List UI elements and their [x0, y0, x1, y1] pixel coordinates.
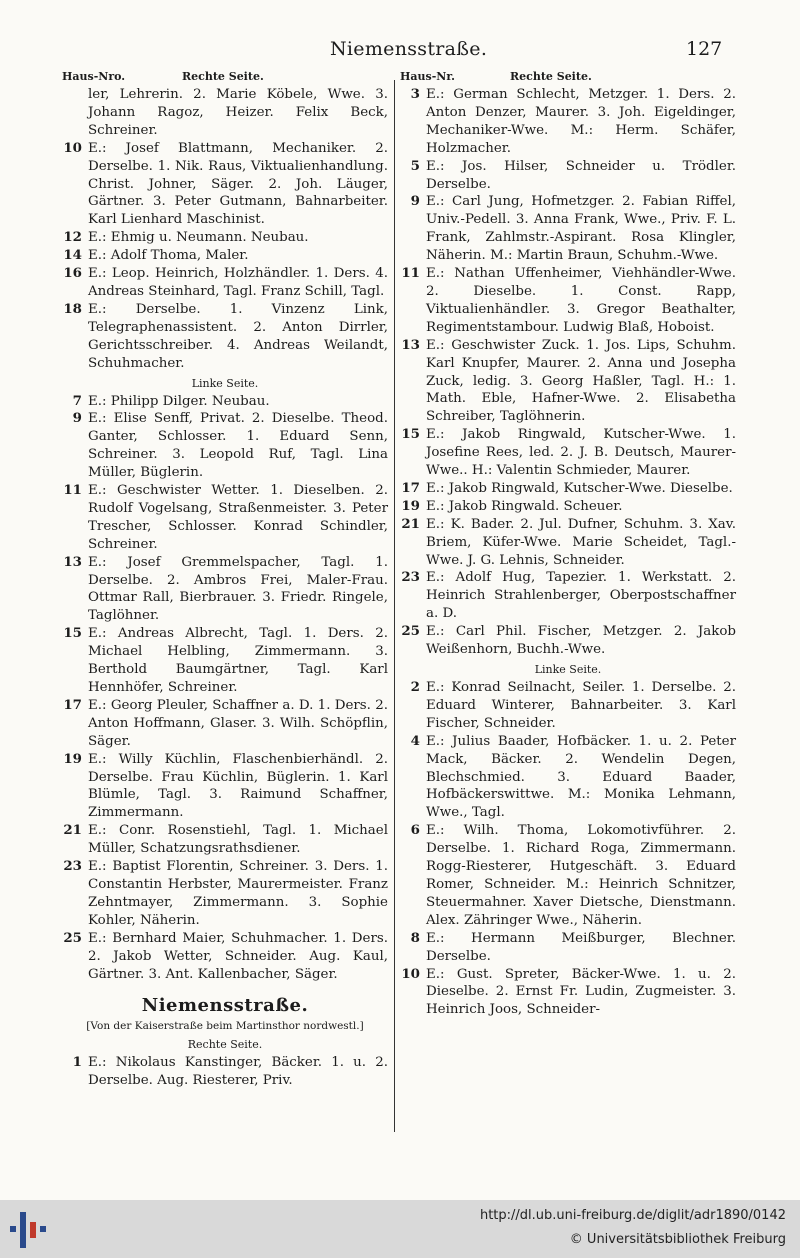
resident-text: E.: Ehmig u. Neumann. Neubau.: [88, 230, 309, 246]
entry-list: [62, 1054, 388, 1090]
street-title: Niemensstraße.: [141, 995, 309, 1017]
house-number: 17: [401, 479, 420, 496]
resident-text: E.: Julius Baader, Hofbäcker. 1. u. 2. Peter Mack, Bäcker. 2. Wendelin Degen, Blechschmied. 3. Eduard Baader, Hofbäckerswittwe. M.: Monika Lehmann, Wwe., Tagl.: [426, 733, 736, 821]
resident-text: E.: Carl Phil. Fischer, Metzger. 2. Jakob Weißenhorn, Buchh.-Wwe.: [426, 624, 736, 658]
resident-text: E.: Josef Gremmelspacher, Tagl. 1. Derselbe. 2. Ambros Frei, Maler-Frau. Ottmar Rall, Bierbrauer. 3. Friedr. Ringele, Taglöhner.: [88, 554, 388, 624]
address-entry: [62, 482, 388, 554]
page-number: 127: [686, 38, 723, 60]
address-entry: [62, 930, 388, 984]
address-entry: [400, 265, 736, 337]
viewer-footer: [0, 1200, 800, 1258]
house-number: 3: [410, 86, 420, 102]
resident-text: E.: Georg Pleuler, Schaffner a. D. 1. Ders. 2. Anton Hoffmann, Glaser. 3. Wilh. Schöpflin, Säger.: [88, 697, 388, 749]
address-entry: [62, 697, 388, 751]
resident-text: E.: Andreas Albrecht, Tagl. 1. Ders. 2. Michael Helbling, Zimmermann. 3. Berthold Baumgärtner, Tagl. Karl Hennhöfer, Schreiner.: [88, 626, 388, 695]
house-number: 21: [63, 822, 82, 839]
resident-text: E.: Jakob Ringwald. Scheuer.: [426, 498, 623, 514]
house-number: 25: [63, 929, 82, 946]
resident-text: E.: Jos. Hilser, Schneider u. Trödler. Derselbe.: [426, 158, 736, 192]
entry-list: [62, 393, 388, 984]
running-head: [0, 38, 800, 64]
house-number: 1: [72, 1054, 82, 1071]
entry-list: [62, 86, 388, 373]
address-entry: [400, 193, 736, 265]
house-number: 5: [410, 157, 420, 174]
house-number: 15: [401, 426, 420, 443]
resident-text: E.: K. Bader. 2. Jul. Dufner, Schuhm. 3. Xav. Briem, Küfer-Wwe. Marie Scheidet, Tagl.-Wwe. J. G. Lehnis, Schneider.: [426, 516, 736, 568]
resident-text: E.: Gust. Spreter, Bäcker-Wwe. 1. u. 2. Dieselbe. 2. Ernst Fr. Ludin, Zugmeister. 3. Heinrich Joos, Schneider-: [426, 966, 736, 1018]
house-number-heading: Haus-Nr.: [400, 70, 455, 83]
house-number: 2: [410, 679, 420, 695]
resident-text: E.: Bernhard Maier, Schuhmacher. 1. Ders. 2. Jakob Wetter, Schneider. Aug. Kaul, Gärtner. 3. Ant. Kallenbacher, Säger.: [88, 930, 388, 982]
house-number: 10: [63, 139, 82, 156]
house-number: 6: [410, 822, 420, 839]
copyright-notice: © Universitätsbibliothek Freiburg: [569, 1232, 786, 1247]
resident-text: E.: Geschwister Wetter. 1. Dieselben. 2. Rudolf Vogelsang, Straßenmeister. 3. Peter Trescher, Schlosser. Konrad Schindler, Schreiner.: [88, 483, 388, 552]
address-entry: [400, 426, 736, 480]
house-number: 12: [63, 229, 82, 246]
address-entry: [62, 858, 388, 930]
house-number: 11: [401, 265, 420, 282]
resident-text: E.: Adolf Thoma, Maler.: [88, 248, 249, 264]
address-entry: [400, 966, 736, 1020]
house-number: 9: [72, 410, 82, 427]
address-entry: [62, 265, 388, 301]
resident-text: E.: Elise Senff, Privat. 2. Dieselbe. Theod. Ganter, Schlosser. 1. Eduard Senn, Schreiner. 3. Leopold Ruf, Tagl. Lina Müller, Büglerin.: [88, 411, 388, 481]
house-number: 8: [410, 929, 420, 946]
resident-text: E.: Leop. Heinrich, Holzhändler. 1. Ders. 4. Andreas Steinhard, Tagl. Franz Schill, Tagl.: [88, 266, 388, 299]
resident-text: E.: Carl Jung, Hofmetzger. 2. Fabian Riffel, Univ.-Pedell. 3. Anna Frank, Wwe., Priv. F. L. Frank, Zahlmstr.-Aspirant. Rosa Klingler, Näherin. M.: Martin Braun, Schuhm.-Wwe.: [426, 194, 736, 264]
address-entry: [62, 625, 388, 697]
address-entry: [62, 140, 388, 230]
house-number: 17: [63, 696, 82, 713]
house-number: 15: [63, 625, 82, 642]
resident-text: ler, Lehrerin. 2. Marie Köbele, Wwe. 3. Johann Ragoz, Heizer. Felix Beck, Schreiner.: [88, 87, 388, 138]
house-number: 7: [72, 392, 82, 409]
page-title: Niemensstraße.: [330, 38, 488, 60]
address-entry: [400, 516, 736, 570]
address-entry: [62, 822, 388, 858]
resident-text: E.: Konrad Seilnacht, Seiler. 1. Derselbe. 2. Eduard Winterer, Bahnarbeiter. 3. Karl Fischer, Schneider.: [426, 680, 736, 731]
address-entry: [400, 480, 736, 498]
house-number: 9: [410, 193, 420, 210]
address-entry: [400, 86, 736, 158]
house-number-heading: Haus-Nro.: [62, 70, 126, 83]
address-entry: [400, 623, 736, 659]
street-note: [Von der Kaiserstraße beim Martinsthor nordwestl.]: [86, 1020, 364, 1033]
address-entry: [400, 158, 736, 194]
address-entry: [400, 337, 736, 427]
side-subheading: Linke Seite.: [534, 663, 602, 676]
resident-text: E.: Baptist Florentin, Schreiner. 3. Ders. 1. Constantin Herbster, Maurermeister. Franz Zehntmayer, Zimmermann. 3. Sophie Kohler, Näherin.: [88, 859, 388, 928]
address-entry: [62, 86, 388, 140]
house-number: 21: [401, 515, 420, 532]
column-header: [400, 68, 736, 86]
house-number: 4: [410, 732, 420, 749]
right-column: [400, 68, 736, 1019]
column-header: [62, 68, 388, 86]
resident-text: E.: Nathan Uffenheimer, Viehhändler-Wwe. 2. Dieselbe. 1. Const. Rapp, Viktualienhändler. 3. Gregor Beathalter, Regimentstambour. Ludwig Blaß, Hoboist.: [426, 266, 736, 335]
resident-text: E.: Derselbe. 1. Vinzenz Link, Telegraphenassistent. 2. Anton Dirrler, Gerichtsschreiber. 4. Andreas Weilandt, Schuhmacher.: [88, 301, 388, 371]
resident-text: E.: Willy Küchlin, Flaschenbierhändl. 2. Derselbe. Frau Küchlin, Büglerin. 1. Karl Blümle, Tagl. 3. Raimund Schaffner, Zimmermann.: [88, 751, 388, 821]
house-number: 13: [63, 553, 82, 570]
address-entry: [62, 393, 388, 411]
permalink[interactable]: http://dl.ub.uni-freiburg.de/diglit/adr1890/0142: [479, 1208, 786, 1223]
house-number: 18: [63, 300, 82, 317]
house-number: 16: [63, 265, 82, 282]
resident-text: E.: Hermann Meißburger, Blechner. Derselbe.: [426, 930, 736, 964]
resident-text: E.: Conr. Rosenstiehl, Tagl. 1. Michael Müller, Schatzungsrathsdiener.: [88, 823, 388, 857]
resident-text: E.: Wilh. Thoma, Lokomotivführer. 2. Derselbe. 1. Richard Roga, Zimmermann. Rogg-Riesterer, Hutgeschäft. 3. Eduard Romer, Schneider. M.: Heinrich Schnitzer, Steuermahner. Xaver Dietsche, Dienstmann. Alex. Zähringer Wwe., Näherin.: [426, 823, 736, 928]
entry-list: [400, 86, 736, 659]
resident-text: E.: Nikolaus Kanstinger, Bäcker. 1. u. 2. Derselbe. Aug. Riesterer, Priv.: [88, 1055, 388, 1089]
address-entry: [400, 498, 736, 516]
library-logo-icon: [10, 1208, 48, 1252]
house-number: 19: [401, 497, 420, 514]
address-entry: [400, 822, 736, 929]
resident-text: E.: German Schlecht, Metzger. 1. Ders. 2. Anton Denzer, Maurer. 3. Joh. Eigeldinger, Mechaniker-Wwe. M.: Herm. Schäfer, Holzmacher.: [426, 87, 736, 156]
house-number: 10: [401, 965, 420, 982]
left-column: [62, 68, 388, 1090]
house-number: [62, 86, 88, 140]
resident-text: E.: Geschwister Zuck. 1. Jos. Lips, Schuhm. Karl Knupfer, Maurer. 2. Anna und Josepha Zuck, ledig. 3. Georg Haßler, Tagl. H.: 1. Math. Eble, Hafner-Wwe. 2. Elisabetha Schreiber, Taglöhnerin.: [426, 337, 736, 425]
address-entry: [62, 247, 388, 265]
side-heading: Rechte Seite.: [182, 70, 264, 83]
address-entry: [62, 301, 388, 373]
house-number: 23: [401, 569, 420, 586]
house-number: 14: [63, 247, 82, 264]
resident-text: E.: Josef Blattmann, Mechaniker. 2. Derselbe. 1. Nik. Raus, Viktualienhandlung. Christ. Johner, Säger. 2. Joh. Läuger, Gärtner. 3. Peter Gutmann, Bahnarbeiter. Karl Lienhard Maschinist.: [88, 140, 388, 228]
address-entry: [62, 554, 388, 626]
column-divider: [394, 80, 395, 1132]
resident-text: E.: Adolf Hug, Tapezier. 1. Werkstatt. 2. Heinrich Strahlenberger, Oberpostschaffner a. D.: [426, 570, 736, 622]
address-entry: [62, 410, 388, 482]
house-number: 11: [63, 482, 82, 499]
entry-list: [400, 679, 736, 1019]
address-entry: [400, 930, 736, 966]
address-entry: [62, 751, 388, 823]
resident-text: E.: Jakob Ringwald, Kutscher-Wwe. Dieselbe.: [426, 480, 733, 496]
address-entry: [62, 1054, 388, 1090]
resident-text: E.: Philipp Dilger. Neubau.: [88, 393, 270, 409]
resident-text: E.: Jakob Ringwald, Kutscher-Wwe. 1. Josefine Rees, led. 2. J. B. Deutsch, Maurer-Wwe.. H.: Valentin Schmieder, Maurer.: [426, 427, 736, 479]
side-heading: Rechte Seite.: [510, 70, 592, 83]
side-subheading: Linke Seite.: [191, 376, 259, 390]
house-number: 25: [401, 623, 420, 640]
house-number: 13: [401, 336, 420, 353]
side-subheading: Rechte Seite.: [187, 1038, 263, 1052]
address-entry: [400, 569, 736, 623]
address-entry: [400, 679, 736, 733]
house-number: 23: [63, 858, 82, 875]
house-number: 19: [63, 750, 82, 767]
address-entry: [62, 229, 388, 247]
address-entry: [400, 733, 736, 823]
